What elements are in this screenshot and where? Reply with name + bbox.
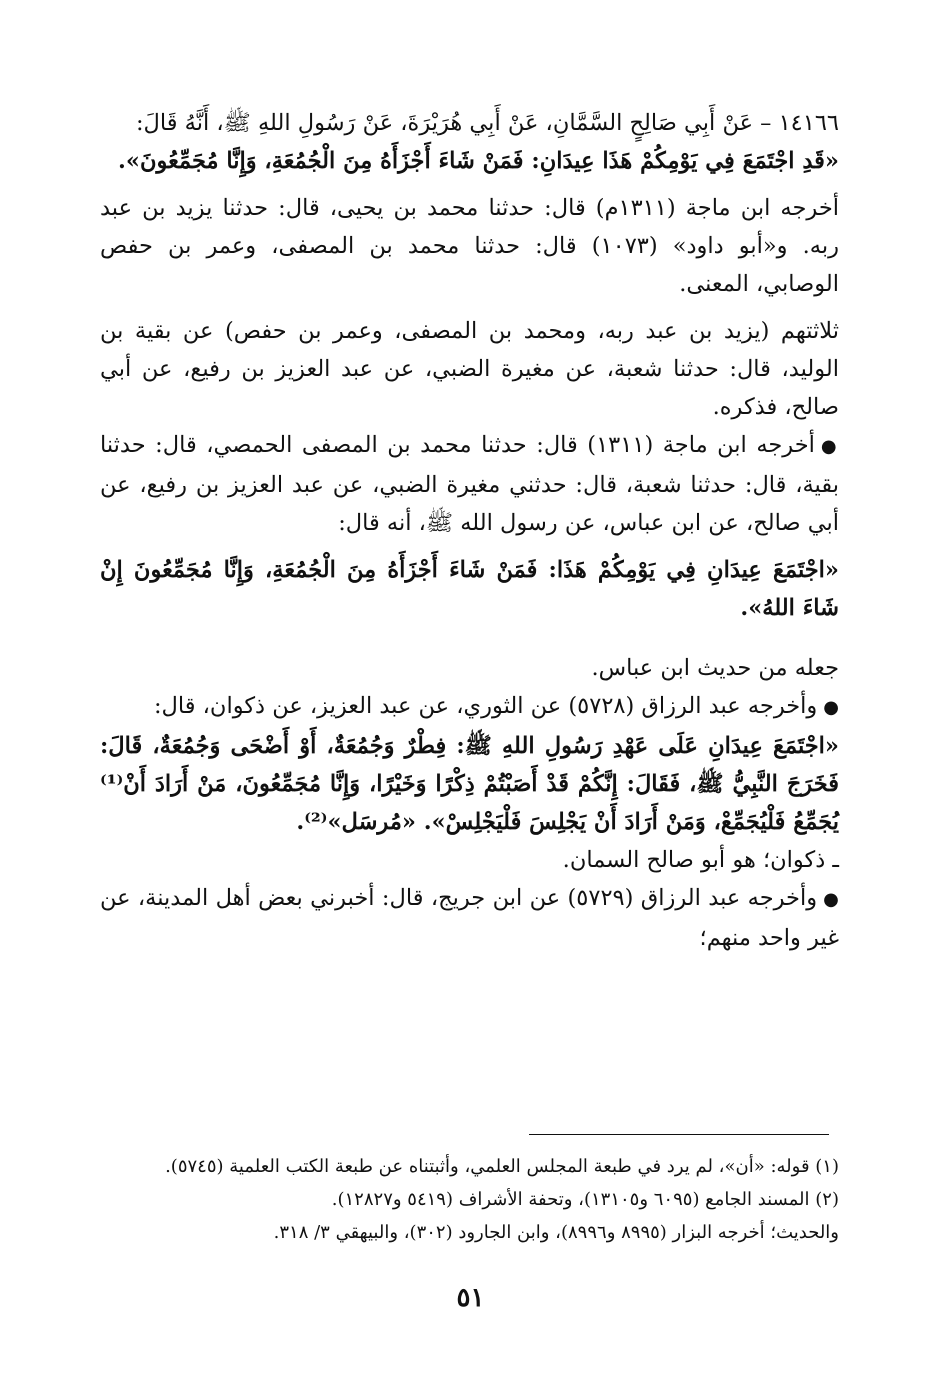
takhrij-paragraph: أخرجه ابن ماجة (١٣١١م) قال: حدثنا محمد بن يحيى، قال: حدثنا يزيد بن عبد ربه. و«أبو داود» (١٠٧٣) قال: حدثنا محمد بن المصفى، وعمر بن حفص الوصابي، المعنى.: [100, 195, 839, 297]
takhrij-abd-al-razzaq-2: [100, 879, 839, 957]
isnad-paragraph: ثلاثتهم (يزيد بن عبد ربه، ومحمد بن المصفى، وعمر بن حفص) عن بقية بن الوليد، قال: حدثنا شعبة، عن مغيرة الضبي، عن عبد العزيز بن رفيع، عن أبي صالح، فذكره.: [100, 318, 839, 420]
footnotes: [100, 1150, 839, 1249]
takhrij-abd-al-razzaq-2-text: وأخرجه عبد الرزاق (٥٧٢٩) عن ابن جريج، قال: أخبرني بعض أهل المدينة، عن غير واحد منهم؛: [100, 885, 839, 951]
takhrij-ibn-majah-text: أخرجه ابن ماجة (١٣١١) قال: حدثنا محمد بن المصفى الحمصي، قال: حدثنا بقية، قال: حدثنا شعبة، قال: حدثني مغيرة الضبي، عن عبد العزيز بن رفيع، عن أبي صالح، عن ابن عباس، عن رسول الله ﷺ، أنه قال:: [100, 432, 839, 536]
main-text: [100, 104, 839, 957]
bullet-icon: ●: [820, 436, 839, 457]
bullet-icon: ●: [823, 697, 839, 718]
hadith-text: «قَدِ اجْتَمَعَ فِي يَوْمِكُمْ هَذَا عِيدَانِ: فَمَنْ شَاءَ أَجْزَأَهُ مِنَ الْجُمُعَةِ، وَإِنَّا مُجَمِّعُونَ».: [118, 148, 839, 174]
hadith-text-mursal: «اجْتَمَعَ عِيدَانِ عَلَى عَهْدِ رَسُولِ اللهِ ﷺ: فِطْرٌ وَجُمُعَةٌ، أَوْ أَضْحَى وَجُمُعَةٌ، قَالَ: فَخَرَجَ النَّبِيُّ ﷺ، فَقَالَ: إِنَّكُمْ قَدْ أَصَبْتُمْ ذِكْرًا وَخَيْرًا، وَإِنَّا مُجَمِّعُونَ، مَنْ أَرَادَ أَنْ⁽¹⁾ يُجَمِّعُ فَلْيُجَمِّعْ، وَمَنْ أَرَادَ أَنْ يَجْلِسَ فَلْيَجْلِسْ». «مُرسَل»⁽²⁾.: [100, 733, 839, 835]
footnote-separator: [529, 1134, 829, 1135]
hadith-header: ١٤١٦٦ – عَنْ أَبِي صَالِحٍ السَّمَّانِ، عَنْ أَبِي هُرَيْرَةَ، عَنْ رَسُولِ اللهِ ﷺ، أَنَّهُ قَالَ:: [135, 110, 839, 136]
takhrij-abd-al-razzaq-1-text: وأخرجه عبد الرزاق (٥٧٢٨) عن الثوري، عن عبد العزيز، عن ذكوان، قال:: [153, 693, 818, 719]
note-dhakwan: ـ ذكوان؛ هو أبو صالح السمان.: [562, 847, 839, 873]
note-ibn-abbas: جعله من حديث ابن عباس.: [591, 655, 839, 681]
takhrij-abd-al-razzaq-1: [100, 687, 839, 727]
bullet-icon: ●: [823, 889, 839, 910]
hadith-text-ibn-abbas: «اجْتَمَعَ عِيدَانِ فِي يَوْمِكُمْ هَذَا: فَمَنْ شَاءَ أَجْزَأَهُ مِنَ الْجُمُعَةِ، وَإِنَّا مُجَمِّعُونَ إِنْ شَاءَ اللهُ».: [100, 557, 839, 621]
footnote-2: (٢) المسند الجامع (٦٠٩٥ و١٣١٠٥)، وتحفة الأشراف (٥٤١٩ و١٢٨٢٧).: [331, 1189, 839, 1210]
footnote-3: والحديث؛ أخرجه البزار (٨٩٩٥ و٨٩٩٦)، وابن الجارود (٣٠٢)، والبيهقي ٣/ ٣١٨.: [273, 1222, 839, 1243]
footnote-1: (١) قوله: «أن»، لم يرد في طبعة المجلس العلمي، وأثبتناه عن طبعة الكتب العلمية (٥٧٤٥).: [165, 1156, 839, 1177]
takhrij-ibn-majah: [100, 426, 839, 542]
page-number: ٥١: [456, 1283, 485, 1313]
